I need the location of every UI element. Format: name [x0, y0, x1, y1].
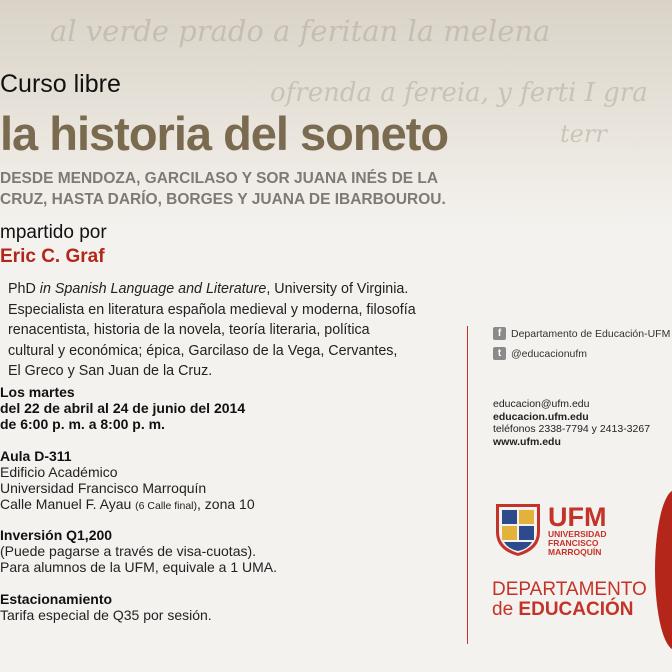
- investment-uma: Para alumnos de la UFM, equivale a 1 UMA.: [0, 559, 278, 575]
- investment-note: (Puede pagarse a través de visa-cuotas).: [0, 543, 257, 559]
- ufm-initials: UFM: [548, 501, 607, 532]
- course-title: la historia del soneto: [0, 107, 449, 160]
- address-zone: , zona 10: [197, 496, 255, 512]
- bio-line: renacentista, historia de la novela, teoría literaria, política: [8, 322, 370, 338]
- schedule-time: de 6:00 p. m. a 8:00 p. m.: [0, 416, 165, 432]
- contact-website[interactable]: educacion.ufm.edu: [493, 410, 589, 423]
- contact-email[interactable]: educacion@ufm.edu: [493, 398, 590, 410]
- handwriting-decor-2: ofrenda a fereia, y ferti I gra: [270, 78, 648, 108]
- subtitle-line: CRUZ, HASTA DARÍO, BORGES Y JUANA DE IBARBOUROU.: [0, 191, 446, 208]
- location-university: Universidad Francisco Marroquín: [0, 480, 207, 496]
- location-title: Aula D-311: [0, 448, 72, 464]
- bio-line: Especialista en literatura española medieval y moderna, filosofía: [8, 301, 416, 318]
- ufm-name-line: UNIVERSIDAD: [548, 528, 607, 539]
- course-subtitle: [0, 168, 446, 210]
- handwriting-decor-1: al verde prado a feritan la melena: [50, 14, 551, 48]
- handwriting-decor-3: terr: [560, 120, 607, 148]
- bio-line: [8, 279, 416, 300]
- twitter-handle: @educacionufm: [511, 347, 588, 360]
- decorative-red-arc: [655, 490, 672, 650]
- contact-info: [493, 398, 650, 448]
- ufm-wordmark: [548, 501, 607, 557]
- ufm-logo: [494, 502, 607, 558]
- parking-title: Estacionamiento: [0, 591, 113, 607]
- bio-university: , University of Virginia.: [266, 281, 409, 297]
- ufm-name-line: FRANCISCO: [548, 537, 599, 548]
- subtitle-line: DESDE MENDOZA, GARCILASO Y SOR JUANA INÉS DE LA: [0, 170, 439, 187]
- schedule-title: Los martes: [0, 384, 75, 400]
- location-section: [0, 448, 255, 514]
- contact-phones: teléfonos 2338-7794 y 2413-3267: [493, 423, 651, 435]
- facebook-icon: f: [493, 327, 506, 340]
- bio-degree: in Spanish Language and Literature: [39, 281, 267, 297]
- department-name: DEPARTAMENTO: [492, 579, 647, 600]
- department-education: EDUCACIÓN: [518, 599, 634, 620]
- instructor-name: Eric C. Graf: [0, 246, 105, 267]
- department-subname: [492, 599, 633, 621]
- twitter-icon: t: [493, 347, 506, 360]
- vertical-divider: [467, 326, 468, 644]
- investment-section: [0, 527, 277, 575]
- facebook-page: Departamento de Educación-UFM: [511, 327, 671, 340]
- bio-line: El Greco y San Juan de la Cruz.: [8, 363, 213, 379]
- address-street: Calle Manuel F. Ayau: [0, 496, 136, 512]
- schedule-dates: del 22 de abril al 24 de junio del 2014: [0, 400, 246, 416]
- instructor-label: mpartido por: [0, 222, 107, 243]
- bio-line: cultural y económica; épica, Garcilaso de la Vega, Cervantes,: [8, 342, 398, 359]
- parking-section: [0, 591, 212, 623]
- parking-rate: Tarifa especial de Q35 por sesión.: [0, 607, 212, 623]
- investment-title: Inversión Q1,200: [0, 527, 113, 543]
- department-prefix: de: [492, 599, 519, 620]
- location-building: Edificio Académico: [0, 464, 118, 480]
- contact-website-main[interactable]: www.ufm.edu: [493, 435, 561, 448]
- course-label: Curso libre: [0, 70, 121, 98]
- schedule-section: [0, 384, 245, 432]
- ufm-shield-icon: [494, 502, 542, 558]
- instructor-bio: [8, 279, 416, 382]
- facebook-contact[interactable]: [493, 327, 670, 340]
- twitter-contact[interactable]: [493, 347, 587, 360]
- ufm-name-line: MARROQUÍN: [548, 546, 602, 557]
- address-note: (6 Calle final): [135, 500, 198, 512]
- location-address: [0, 496, 255, 514]
- bio-prefix: PhD: [8, 281, 40, 297]
